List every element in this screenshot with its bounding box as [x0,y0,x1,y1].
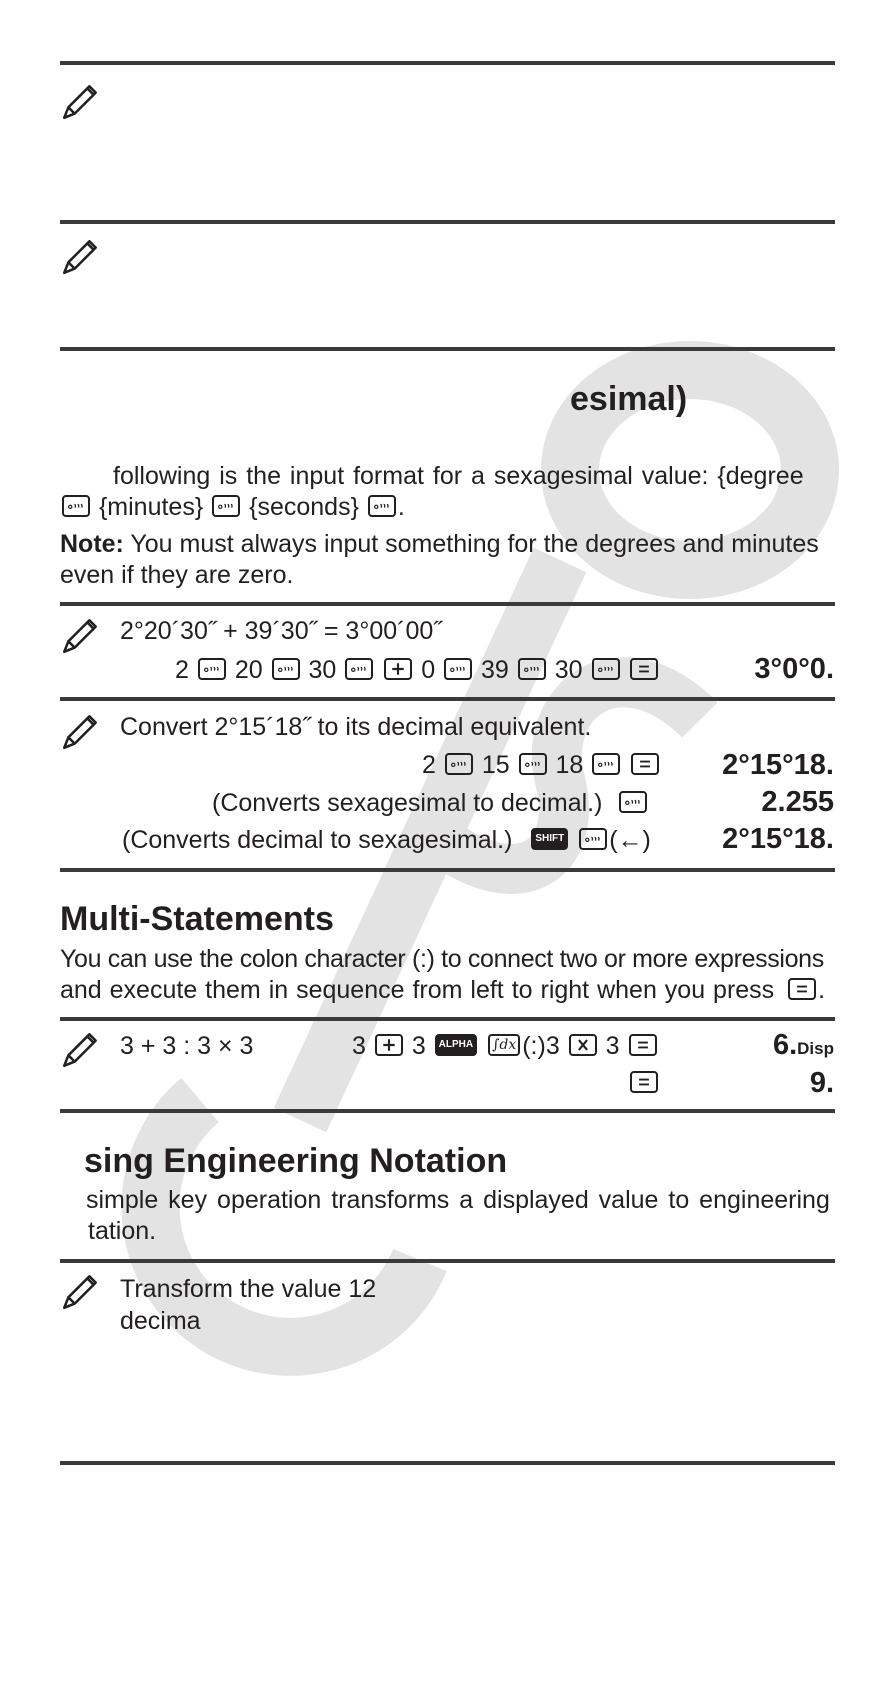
dms-key-icon [368,495,396,517]
dms-key-icon [518,658,546,680]
engineering-example-line2: decima [120,1307,201,1335]
intro-period: . [397,493,405,521]
pencil-icon [60,1028,102,1070]
alpha-key-icon: ALPHA [435,1034,477,1056]
multi-text-1: You can use the colon character (:) to connect two or more expressions [60,945,824,973]
divider [60,1259,835,1263]
digit: 2 [422,751,436,779]
example2-keystrokes [422,750,661,780]
note-line-2: even if they are zero. [60,561,294,589]
digit: 0 [421,656,436,684]
note-label: Note: [60,530,124,558]
multi-example-result1 [773,1029,834,1062]
engineering-example-line1: Transform the value 12 [120,1275,377,1303]
shift-key-icon: SHIFT [531,828,568,850]
equals-key-icon [631,753,659,775]
divider [60,697,835,701]
example2-problem: Convert 2°15´18˝ to its decimal equivalent. [120,713,592,741]
example1-problem: 2°20´30˝ + 39´30˝ = 3°00´00˝ [120,617,442,645]
digit: 20 [234,656,263,684]
multi-text-2-body: and execute them in sequence from left to right when you press [60,976,775,1004]
disp-indicator: Disp [797,1039,834,1058]
pencil-icon [60,1270,102,1312]
pencil-icon [60,710,102,752]
dms-key-icon [592,753,620,775]
dms-key-icon [519,753,547,775]
pencil-icon [60,235,102,277]
pencil-icon [60,80,102,122]
section-heading-sexagesimal: esimal) [570,380,688,418]
digit: 3 [411,1032,426,1060]
intro-line-1: following is the input format for a sexagesimal value: {degree [113,462,804,490]
left-arrow-label: (←) [609,826,651,854]
equals-key-icon [788,978,816,1000]
dms-key-icon [198,658,226,680]
divider [60,220,835,224]
equals-key-icon [630,658,658,680]
engineering-text-1: simple key operation transforms a displayed value to engineering [86,1186,830,1214]
multi-example-result2: 9. [809,1067,834,1099]
multi-text-2-end: . [818,976,826,1004]
dms-key-icon [579,828,607,850]
intro-seconds: {seconds} [249,493,359,521]
multi-example-keystrokes [352,1031,659,1061]
dms-key-icon [62,495,90,517]
digit: 3 [605,1032,620,1060]
divider [60,61,835,65]
equals-key-icon [629,1034,657,1056]
pencil-icon [60,614,102,656]
divider [60,602,835,606]
digit: 30 [308,656,337,684]
multi-example-problem: 3 + 3 : 3 × 3 [120,1032,254,1060]
example2-line3 [122,825,651,855]
section-heading-multi-statements: Multi-Statements [60,900,334,938]
digit: 39 [481,656,509,684]
digit: 15 [481,751,510,779]
digit: 30 [554,656,583,684]
example2-result2: 2.255 [761,786,834,818]
example2-line2-text: (Converts sexagesimal to decimal.) [212,789,603,817]
divider [60,1017,835,1021]
integral-key-icon: ∫dx [488,1034,520,1056]
plus-key-icon [384,658,412,680]
divider [60,1461,835,1465]
section-heading-engineering: sing Engineering Notation [84,1142,508,1180]
example2-result3: 2°15°18. [722,823,834,855]
dms-key-icon [444,658,472,680]
digit: 3 [545,1032,560,1060]
multi-example-keystrokes-2 [628,1068,660,1098]
divider [60,1109,835,1113]
multiply-key-icon [569,1034,597,1056]
intro-line-2 [60,492,405,522]
dms-key-icon [212,495,240,517]
digit: 2 [175,656,189,684]
dms-key-icon [619,791,647,813]
example1-keystrokes [175,655,660,685]
divider [60,347,835,351]
note-line-1 [60,529,819,559]
plus-key-icon [375,1034,403,1056]
multi-text-2 [60,975,825,1005]
dms-key-icon [272,658,300,680]
digit: 3 [352,1032,366,1060]
divider [60,868,835,872]
colon-label: (:) [522,1032,546,1060]
dms-key-icon [592,658,620,680]
equals-key-icon [630,1071,658,1093]
dms-key-icon [445,753,473,775]
example1-result: 3°0°0. [754,653,834,685]
result-value: 6. [772,1029,798,1061]
note-text-1: You must always input something for the degrees and minutes [123,530,819,558]
engineering-text-2: tation. [88,1217,157,1245]
digit: 18 [555,751,584,779]
intro-minutes: {minutes} [98,493,204,521]
example2-line3-text: (Converts decimal to sexagesimal.) [122,826,513,854]
example2-line2 [212,788,649,818]
dms-key-icon [345,658,373,680]
example2-result1: 2°15°18. [722,749,834,781]
